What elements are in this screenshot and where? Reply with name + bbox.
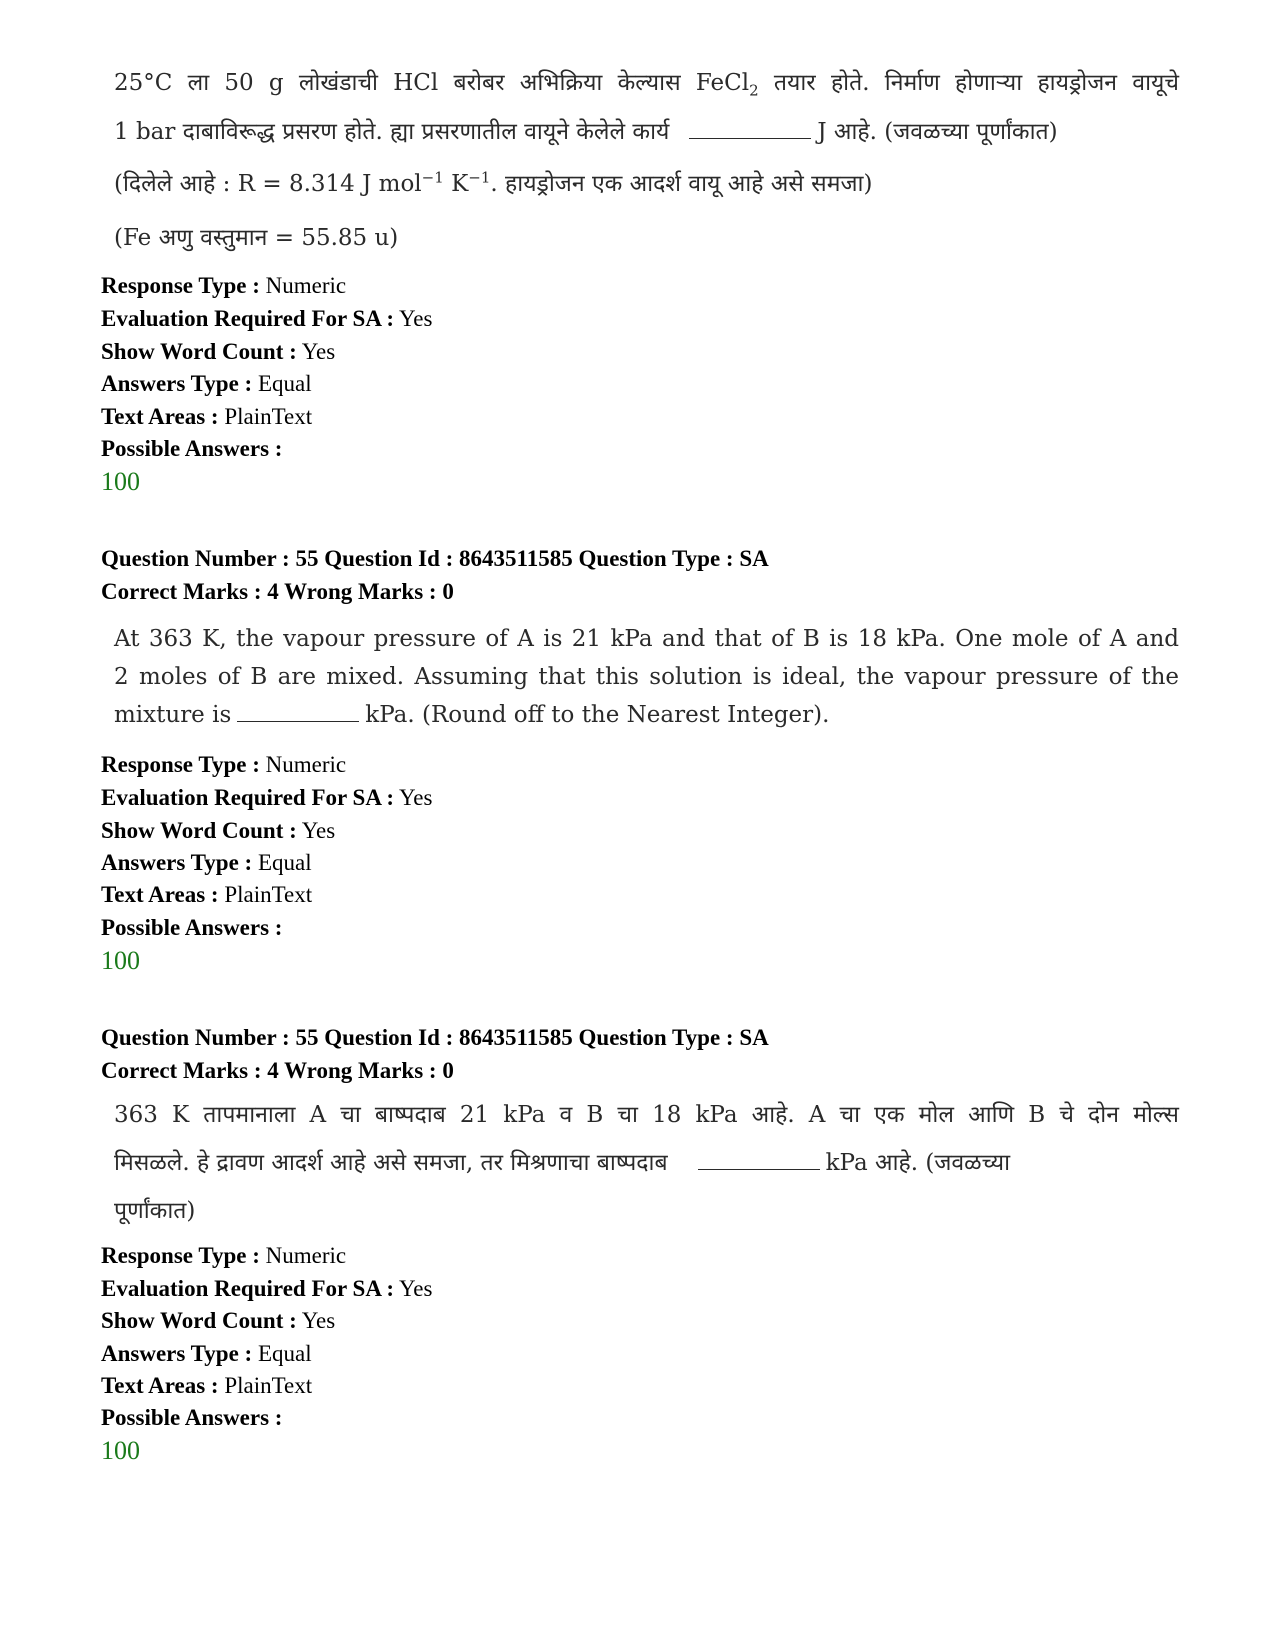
question-line [114,169,1179,199]
question-marks: Correct Marks : 4 Wrong Marks : 0 [101,1058,454,1083]
question-text-fragment: 25°C ला 50 g लोखंडाची HCl बरोबर अभिक्रिया केल्यास FeCl [114,70,750,96]
meta-value: Numeric [265,273,347,298]
meta-text-areas [101,881,312,909]
meta-value: Numeric [265,752,347,777]
meta-answers-type [101,849,312,877]
question-text-fragment: kPa आहे. (जवळच्या [825,1150,1011,1176]
meta-text-areas [101,1372,312,1400]
possible-answer-value: 100 [101,467,140,496]
meta-label: Answers Type : [101,371,253,396]
question-line [114,1148,1179,1178]
question-text-fragment: पूर्णांकात) [114,1198,196,1224]
question-line [114,1100,1179,1130]
meta-value: Equal [257,850,312,875]
meta-value: Yes [399,785,433,810]
question-text-fragment: 1 bar दाबाविरूद्ध प्रसरण होते. ह्या प्रसरणातील वायूने केलेले कार्य [114,119,670,145]
question-marks: Correct Marks : 4 Wrong Marks : 0 [101,579,454,604]
question-text-fragment: . हायड्रोजन एक आदर्श वायू आहे असे समजा) [490,171,873,197]
meta-value: Yes [301,1308,336,1333]
question-text-fragment: (दिलेले आहे : R = 8.314 J mol [114,171,422,197]
meta-label: Show Word Count : [101,339,297,364]
meta-label: Show Word Count : [101,818,297,843]
question-header: Question Number : 55 Question Id : 8643511585 Question Type : SA [101,546,769,571]
meta-show-word-count [101,338,335,366]
superscript: −1 [468,168,491,187]
question-text-fragment: J आहे. (जवळच्या पूर्णांकात) [817,119,1058,145]
meta-response-type [101,1242,346,1270]
meta-value: Yes [399,1276,433,1301]
meta-possible-answers [101,1404,282,1432]
meta-label: Response Type : [101,273,260,298]
answer-blank [689,120,811,139]
meta-label: Possible Answers : [101,915,283,940]
question-text-fragment: kPa. (Round off to the Nearest Integer). [365,702,830,728]
meta-label: Text Areas : [101,1373,219,1398]
question-line [114,1196,1179,1226]
meta-label: Response Type : [101,752,260,777]
meta-value: Equal [257,1341,312,1366]
meta-value: PlainText [224,1373,313,1398]
meta-answers-type [101,370,312,398]
meta-evaluation-required [101,1275,432,1303]
meta-label: Response Type : [101,1243,260,1268]
question-text-fragment: (Fe अणु वस्तुमान = 55.85 u) [114,225,399,251]
question-text-fragment: mixture is [114,702,232,728]
meta-response-type [101,751,346,779]
question-line [114,223,1179,253]
question-line [114,662,1179,692]
answer-blank [237,703,359,722]
superscript: −1 [421,168,444,187]
question-text-fragment: 2 moles of B are mixed. Assuming that this solution is ideal, the vapour pressure of the [114,664,1179,690]
meta-label: Possible Answers : [101,1405,283,1430]
question-header: Question Number : 55 Question Id : 8643511585 Question Type : SA [101,1025,769,1050]
meta-show-word-count [101,817,335,845]
meta-possible-answers [101,435,282,463]
meta-label: Text Areas : [101,882,219,907]
subscript: 2 [749,81,759,100]
meta-value: PlainText [224,404,313,429]
meta-show-word-count [101,1307,335,1335]
meta-response-type [101,272,346,300]
meta-label: Show Word Count : [101,1308,297,1333]
possible-answer-value: 100 [101,1436,140,1465]
meta-value: Yes [301,818,336,843]
meta-label: Evaluation Required For SA : [101,306,395,331]
question-line [114,624,1179,654]
meta-evaluation-required [101,784,432,812]
question-text-fragment: 363 K तापमानाला A चा बाष्पदाब 21 kPa व B चा 18 kPa आहे. A चा एक मोल आणि B चे दोन मोल्स [114,1102,1179,1128]
meta-label: Answers Type : [101,1341,253,1366]
meta-text-areas [101,403,312,431]
question-text-fragment: तयार होते. निर्माण होणाऱ्या हायड्रोजन वायूचे [758,70,1179,96]
question-text-fragment: K [443,171,469,197]
meta-label: Evaluation Required For SA : [101,1276,395,1301]
meta-label: Possible Answers : [101,436,283,461]
question-text-fragment: At 363 K, the vapour pressure of A is 21 kPa and that of B is 18 kPa. One mole of A and [114,626,1179,652]
meta-evaluation-required [101,305,432,333]
possible-answer-value: 100 [101,946,140,975]
meta-value: Yes [301,339,336,364]
meta-label: Evaluation Required For SA : [101,785,395,810]
answer-blank [698,1151,820,1170]
meta-label: Answers Type : [101,850,253,875]
question-line [114,700,1179,730]
question-text-fragment: मिसळले. हे द्रावण आदर्श आहे असे समजा, तर मिश्रणाचा बाष्पदाब [114,1150,668,1176]
meta-value: Yes [399,306,433,331]
question-line [114,117,1179,147]
meta-label: Text Areas : [101,404,219,429]
meta-possible-answers [101,914,282,942]
meta-answers-type [101,1340,312,1368]
question-line [114,68,1179,98]
meta-value: PlainText [224,882,313,907]
meta-value: Numeric [265,1243,347,1268]
meta-value: Equal [257,371,312,396]
